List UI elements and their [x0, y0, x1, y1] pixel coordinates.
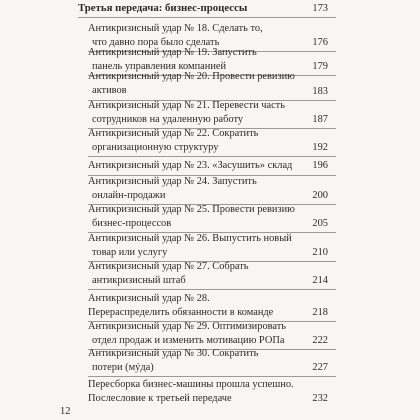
page-folio: 12	[60, 406, 71, 417]
toc-entry	[88, 127, 328, 155]
toc-entry-title-line: Антикризисный удар № 20. Провести ревизию	[88, 71, 295, 82]
toc-entry-title-line: Антикризисный удар № 18. Сделать то,	[88, 23, 263, 34]
toc-entry	[88, 203, 328, 231]
toc-entry-title-line: панель управления компанией	[92, 60, 227, 72]
toc-entry-title-line: Антикризисный удар № 19. Запустить	[88, 47, 257, 58]
toc-entry	[88, 292, 328, 320]
toc-page-number: 192	[312, 142, 328, 154]
toc-divider	[88, 156, 336, 157]
toc-page-number: 173	[312, 3, 328, 15]
toc-divider	[88, 289, 336, 290]
toc-entry-title-line: организационную структуру	[92, 141, 219, 153]
toc-entry-title-line: Антикризисный удар № 27. Собрать	[88, 261, 249, 272]
toc-entry-title-line: отдел продаж и изменить мотивацию РОПа	[92, 334, 285, 346]
toc-entry-title-line: Перераспределить обязанности в команде	[88, 306, 274, 318]
toc-divider	[78, 17, 336, 18]
toc-entry-title-line: Антикризисный удар № 29. Оптимизировать	[88, 321, 287, 332]
toc-entry-title-line: Пересборка бизнес-машины прошла успешно.	[88, 379, 294, 390]
toc-page-number: 205	[312, 218, 328, 230]
toc-entry-title-line: Послесловие к третьей передаче	[88, 392, 232, 404]
toc-page-number: 218	[312, 307, 328, 319]
toc-page-number: 176	[312, 37, 328, 49]
toc-page-number: 200	[312, 190, 328, 202]
toc-entry-title-line: сотрудников на удаленную работу	[92, 113, 244, 125]
toc-page-number: 179	[312, 61, 328, 73]
toc-entry-title-line: товар или услугу	[92, 246, 168, 258]
toc-entry-title-line: Антикризисный удар № 23. «Засушить» склад	[88, 160, 293, 171]
toc-entry	[88, 378, 328, 406]
toc-entry-title-line: Антикризисный удар № 26. Выпустить новый	[88, 233, 292, 244]
toc-divider	[88, 376, 336, 377]
toc-entry-title-line: что давно пора было сделать	[92, 36, 220, 48]
toc-page-number: 187	[312, 114, 328, 126]
toc-entry-title-line: Антикризисный удар № 30. Сократить	[88, 348, 259, 359]
toc-page-number: 222	[312, 335, 328, 347]
toc-entry-title-line: Антикризисный удар № 24. Запустить	[88, 176, 257, 187]
toc-entry	[88, 260, 328, 288]
toc-entry-title-line: Антикризисный удар № 28.	[88, 293, 210, 304]
toc-entry	[88, 320, 328, 348]
toc-entry-title-line: антикризисный штаб	[92, 274, 186, 286]
toc-entry-title-line: активов	[92, 84, 127, 96]
toc-entry	[88, 232, 328, 260]
toc-page-number: 214	[312, 275, 328, 287]
toc-entry	[88, 175, 328, 203]
toc-entry	[88, 159, 328, 173]
toc-entry-title-line: онлайн-продажи	[92, 189, 166, 201]
toc-entry	[88, 347, 328, 375]
toc-section-heading	[78, 2, 328, 16]
toc-entry-title-line: потери (мýда)	[92, 361, 154, 373]
toc-page-number: 210	[312, 247, 328, 259]
toc-page-number: 196	[312, 160, 328, 172]
toc-section-title: Третья передача: бизнес-процессы	[78, 2, 248, 14]
toc-page-number: 227	[312, 362, 328, 374]
toc-entry-title-line: бизнес-процессов	[92, 217, 172, 229]
toc-entry-title-line: Антикризисный удар № 25. Провести ревизию	[88, 204, 295, 215]
toc-entry-title-line: Антикризисный удар № 22. Сократить	[88, 128, 259, 139]
toc-page-number: 183	[312, 86, 328, 98]
toc-entry-title-line: Антикризисный удар № 21. Перевести часть	[88, 100, 285, 111]
toc-entry	[88, 99, 328, 127]
toc-entry	[88, 70, 328, 99]
toc-page-number: 232	[312, 393, 328, 405]
